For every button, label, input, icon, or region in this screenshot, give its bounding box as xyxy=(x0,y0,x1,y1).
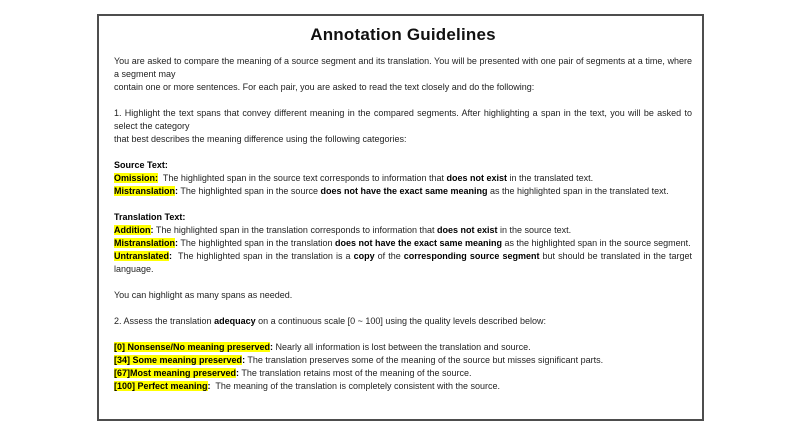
text-run: but should be translated in the target language. xyxy=(114,251,692,274)
text-run: Translation Text: xyxy=(114,212,186,222)
paragraph-intro xyxy=(114,55,692,94)
text-run: The translation preserves some of the meaning of the source but misses significant parts. xyxy=(245,355,604,365)
text-run: on a continuous scale [0 ~ 100] using the quality levels described below: xyxy=(255,316,547,326)
text-run: in the source text. xyxy=(497,225,572,235)
text-run: : xyxy=(270,342,274,352)
text-run: The translation retains most of the meaning of the source. xyxy=(239,368,472,378)
paragraph-highlight-note xyxy=(114,289,692,302)
highlighted-term: Addition xyxy=(114,225,151,235)
text-run: : xyxy=(207,381,211,391)
text-run: The highlighted span in the translation corresponds to information that xyxy=(153,225,438,235)
text-run: You can highlight as many spans as needed. xyxy=(114,290,293,300)
highlighted-term: Mistranslation xyxy=(114,186,176,196)
text-run: : xyxy=(242,355,246,365)
text-run: 1. Highlight the text spans that convey different meaning in the compared segments. After highlighting a span in the text, you will be asked to select the category xyxy=(114,108,692,131)
highlighted-term: Omission: xyxy=(114,173,159,183)
text-run: adequacy xyxy=(214,316,256,326)
text-run: The highlighted span in the source text corresponds to information that xyxy=(158,173,447,183)
paragraph-source-text-categories xyxy=(114,159,692,198)
guidelines-document xyxy=(97,14,704,421)
text-run: : xyxy=(175,238,179,248)
text-run: in the translated text. xyxy=(507,173,594,183)
highlighted-term: [100] Perfect meaning xyxy=(114,381,208,391)
text-run: does not exist xyxy=(437,225,498,235)
text-run: : xyxy=(150,225,154,235)
text-run: : xyxy=(236,368,240,378)
highlighted-term: [34] Some meaning preserved xyxy=(114,355,243,365)
text-run: as the highlighted span in the source segment. xyxy=(502,238,691,248)
text-run: does not have the exact same meaning xyxy=(334,238,503,248)
text-run: The highlighted span in the translation xyxy=(178,238,335,248)
text-run: contain one or more sentences. For each pair, you are asked to read the text closely and do the following: xyxy=(114,82,535,92)
text-run: that best describes the meaning difference using the following categories: xyxy=(114,134,407,144)
document-title: Annotation Guidelines xyxy=(310,25,496,44)
highlighted-term: Untranslated xyxy=(114,251,170,261)
text-run: 2. Assess the translation xyxy=(114,316,215,326)
text-run: copy xyxy=(353,251,375,261)
text-run: The meaning of the translation is completely consistent with the source. xyxy=(210,381,501,391)
highlighted-term: [67]Most meaning preserved xyxy=(114,368,237,378)
paragraph-translation-text-categories xyxy=(114,211,692,276)
text-run: The highlighted span in the source xyxy=(178,186,321,196)
paragraph-step-2 xyxy=(114,315,692,328)
text-run: corresponding source segment xyxy=(403,251,540,261)
text-run: does not exist xyxy=(446,173,508,183)
text-run: You are asked to compare the meaning of a source segment and its translation. You will be presented with one pair of segments at a time, where a segment may xyxy=(114,56,692,79)
text-run: Nearly all information is lost between the translation and source. xyxy=(273,342,531,352)
text-run: : xyxy=(169,251,173,261)
highlighted-term: [0] Nonsense/No meaning preserved xyxy=(114,342,271,352)
text-run: The highlighted span in the translation is a xyxy=(172,251,354,261)
text-run: as the highlighted span in the translated text. xyxy=(487,186,669,196)
paragraph-quality-levels xyxy=(114,341,692,393)
highlighted-term: Mistranslation xyxy=(114,238,176,248)
text-run: of the xyxy=(374,251,404,261)
text-run: Source Text: xyxy=(114,160,168,170)
paragraph-step-1 xyxy=(114,107,692,146)
text-run: does not have the exact same meaning xyxy=(320,186,488,196)
document-body xyxy=(114,55,692,393)
text-run: : xyxy=(175,186,179,196)
